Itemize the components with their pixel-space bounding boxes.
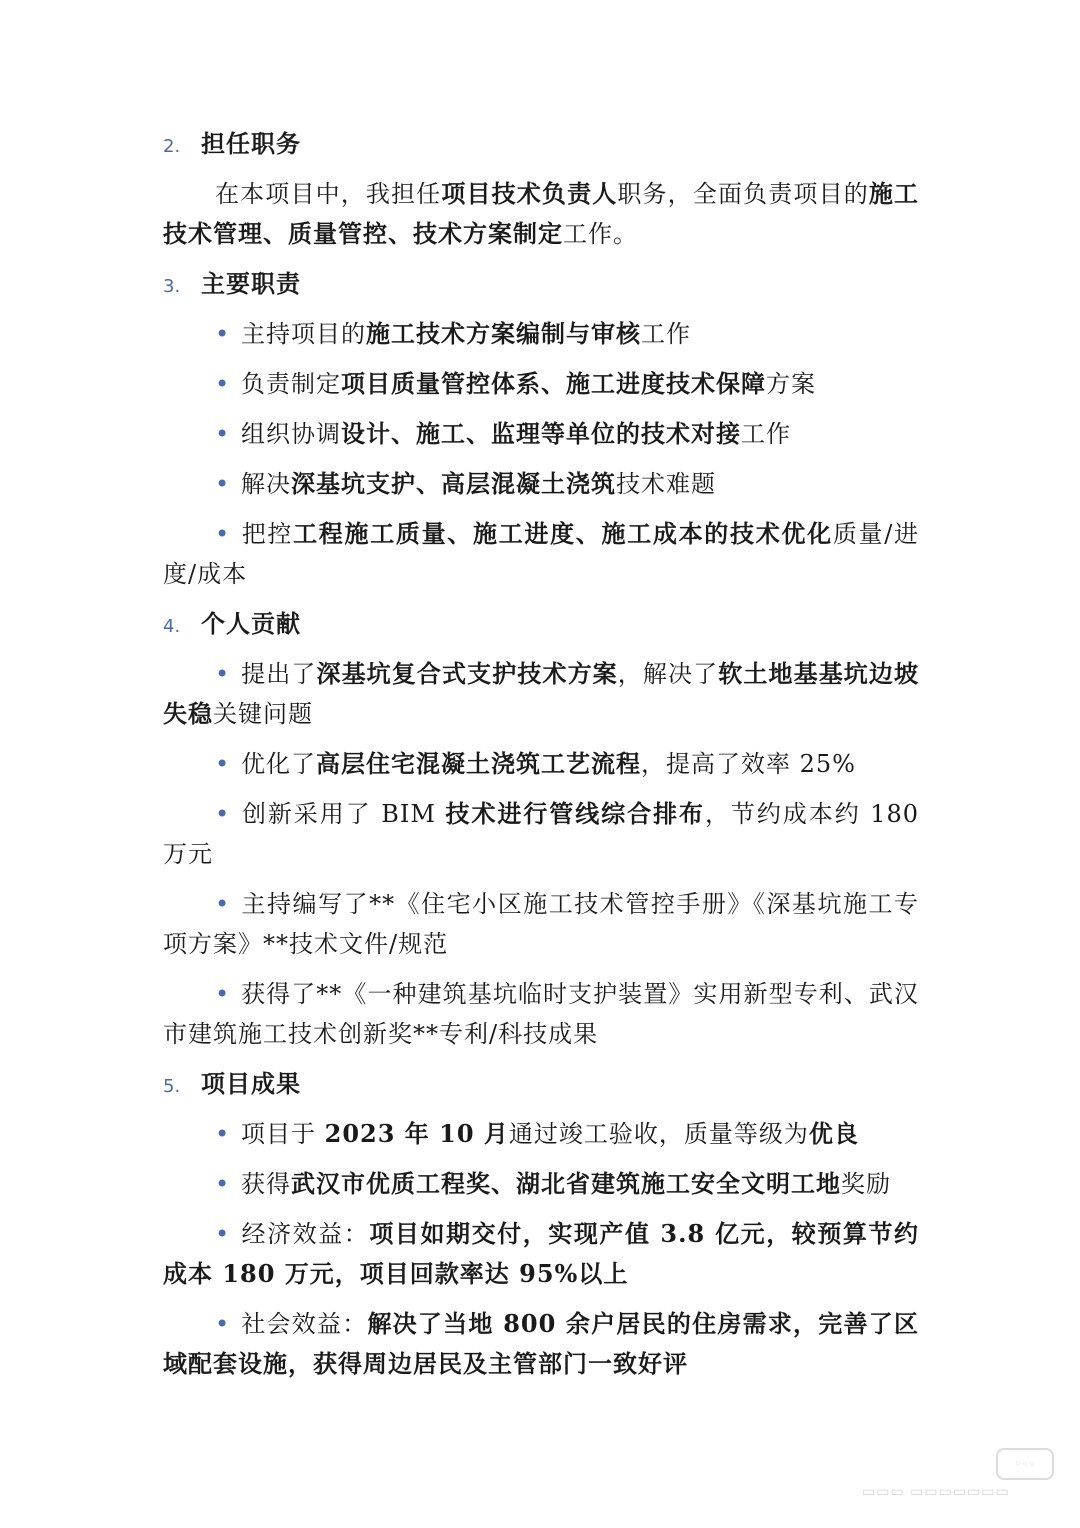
bold-run: 项目质量管控体系、施工进度技术保障 xyxy=(341,369,766,398)
section-title: 主要职责 xyxy=(201,269,301,298)
bold-run: 深基坑支护、高层混凝土浇筑 xyxy=(291,469,616,498)
list-item xyxy=(163,1114,919,1154)
list-item xyxy=(163,514,919,594)
list-item xyxy=(163,884,919,964)
bullet-icon: • xyxy=(215,370,231,398)
watermark-logo-icon: ◦◦◦ xyxy=(996,1448,1054,1480)
text-run: 职务，全面负责项目的 xyxy=(617,180,869,208)
text-run: 主持编写了**《住宅小区施工技术管控手册》《深基坑施工专项方案》**技术文件/规范 xyxy=(163,890,919,958)
text-run: 获得了**《一种建筑基坑临时支护装置》实用新型专利、武汉市建筑施工技术创新奖**专利/科技成果 xyxy=(163,980,919,1048)
text-run: 技术难题 xyxy=(616,470,716,498)
bold-run: 施工技术管理、质量管控、技术方案制定 xyxy=(163,179,920,248)
bold-run: 软土地基基坑边坡失稳 xyxy=(163,659,920,728)
bold-run: 深基坑复合式支护技术方案 xyxy=(316,659,618,688)
document-content xyxy=(163,124,919,1394)
text-run: 社会效益： xyxy=(241,1310,368,1338)
section-heading-4 xyxy=(163,604,919,644)
section-number: 2. xyxy=(163,136,181,157)
bullet-icon: • xyxy=(215,470,231,498)
bold-run: 施工技术方案编制与审核 xyxy=(366,319,641,348)
text-run: 组织协调 xyxy=(241,420,341,448)
bullet-icon: • xyxy=(215,1120,231,1148)
section-number: 3. xyxy=(163,276,181,297)
list-item xyxy=(163,314,919,354)
text-run: 工作 xyxy=(641,320,691,348)
bullet-icon: • xyxy=(215,1170,231,1198)
list-item xyxy=(163,744,919,784)
bold-run: 2023 年 10 月 xyxy=(324,1119,509,1148)
section-title: 个人贡献 xyxy=(201,609,301,638)
bold-run: 项目如期交付，实现产值 3.8 亿元，较预算节约成本 180 万元，项目回款率达 95%以上 xyxy=(163,1219,920,1288)
bold-run: 项目技术负责人 xyxy=(441,179,618,208)
list-item xyxy=(163,414,919,454)
bold-run: 高层住宅混凝土浇筑工艺流程 xyxy=(316,749,641,778)
bullet-icon: • xyxy=(215,1220,231,1248)
bullet-icon: • xyxy=(215,1310,231,1338)
section-title: 担任职务 xyxy=(201,129,301,158)
text-run: 方案 xyxy=(766,370,816,398)
section-heading-3 xyxy=(163,264,919,304)
text-run: 解决 xyxy=(241,470,291,498)
list-item xyxy=(163,1214,919,1294)
text-run: ，解决了 xyxy=(617,660,719,688)
text-run: 提出了 xyxy=(241,660,317,688)
text-run: 在本项目中，我担任 xyxy=(215,180,442,208)
text-run: 获得 xyxy=(241,1170,291,1198)
section-number: 4. xyxy=(163,616,181,637)
text-run: ，提高了效率 25% xyxy=(641,750,856,778)
text-run: 把控 xyxy=(241,520,294,548)
bullet-icon: • xyxy=(215,320,231,348)
bold-run: 武汉市优质工程奖、湖北省建筑施工安全文明工地 xyxy=(291,1169,841,1198)
bold-run: 优良 xyxy=(808,1119,859,1148)
list-item xyxy=(163,1164,919,1204)
bold-run: 解决了当地 800 余户居民的住房需求，完善了区域配套设施，获得周边居民及主管部门一致好评 xyxy=(163,1309,920,1378)
role-paragraph xyxy=(163,174,919,254)
list-item xyxy=(163,464,919,504)
bullet-icon: • xyxy=(215,750,231,778)
text-run: ，节约成本约 180 万元 xyxy=(163,800,920,868)
list-item xyxy=(163,794,919,874)
text-run: 优化了 xyxy=(241,750,316,778)
watermark-mark-icon: ▭▭▭ ▭▭▭▭▭▭▭ xyxy=(862,1484,1010,1500)
list-item xyxy=(163,654,919,734)
bold-run: 工程施工质量、施工进度、施工成本的技术优化 xyxy=(293,519,833,548)
section-heading-2 xyxy=(163,124,919,164)
bullet-icon: • xyxy=(215,980,231,1008)
section-number: 5. xyxy=(163,1076,181,1097)
text-run: 奖励 xyxy=(841,1170,891,1198)
bullet-icon: • xyxy=(215,800,231,828)
bold-run: 技术进行管线综合排布 xyxy=(445,799,705,828)
text-run: 通过竣工验收，质量等级为 xyxy=(508,1120,809,1148)
text-run: 质量/进度/成本 xyxy=(163,520,919,588)
text-run: 负责制定 xyxy=(241,370,341,398)
text-run: 关键问题 xyxy=(213,700,313,728)
bullet-icon: • xyxy=(215,660,231,688)
bullet-icon: • xyxy=(215,420,231,448)
bullet-icon: • xyxy=(215,520,231,548)
section-title: 项目成果 xyxy=(201,1069,301,1098)
text-run: 主持项目的 xyxy=(241,320,366,348)
text-run: 工作。 xyxy=(563,220,638,248)
section-heading-5 xyxy=(163,1064,919,1104)
list-item xyxy=(163,364,919,404)
list-item xyxy=(163,974,919,1054)
bold-run: 设计、施工、监理等单位的技术对接 xyxy=(341,419,741,448)
text-run: 经济效益： xyxy=(241,1220,370,1248)
text-run: 项目于 xyxy=(241,1120,325,1148)
text-run: 工作 xyxy=(741,420,791,448)
bullet-icon: • xyxy=(215,890,231,918)
list-item xyxy=(163,1304,919,1384)
text-run: 创新采用了 BIM xyxy=(241,800,446,828)
